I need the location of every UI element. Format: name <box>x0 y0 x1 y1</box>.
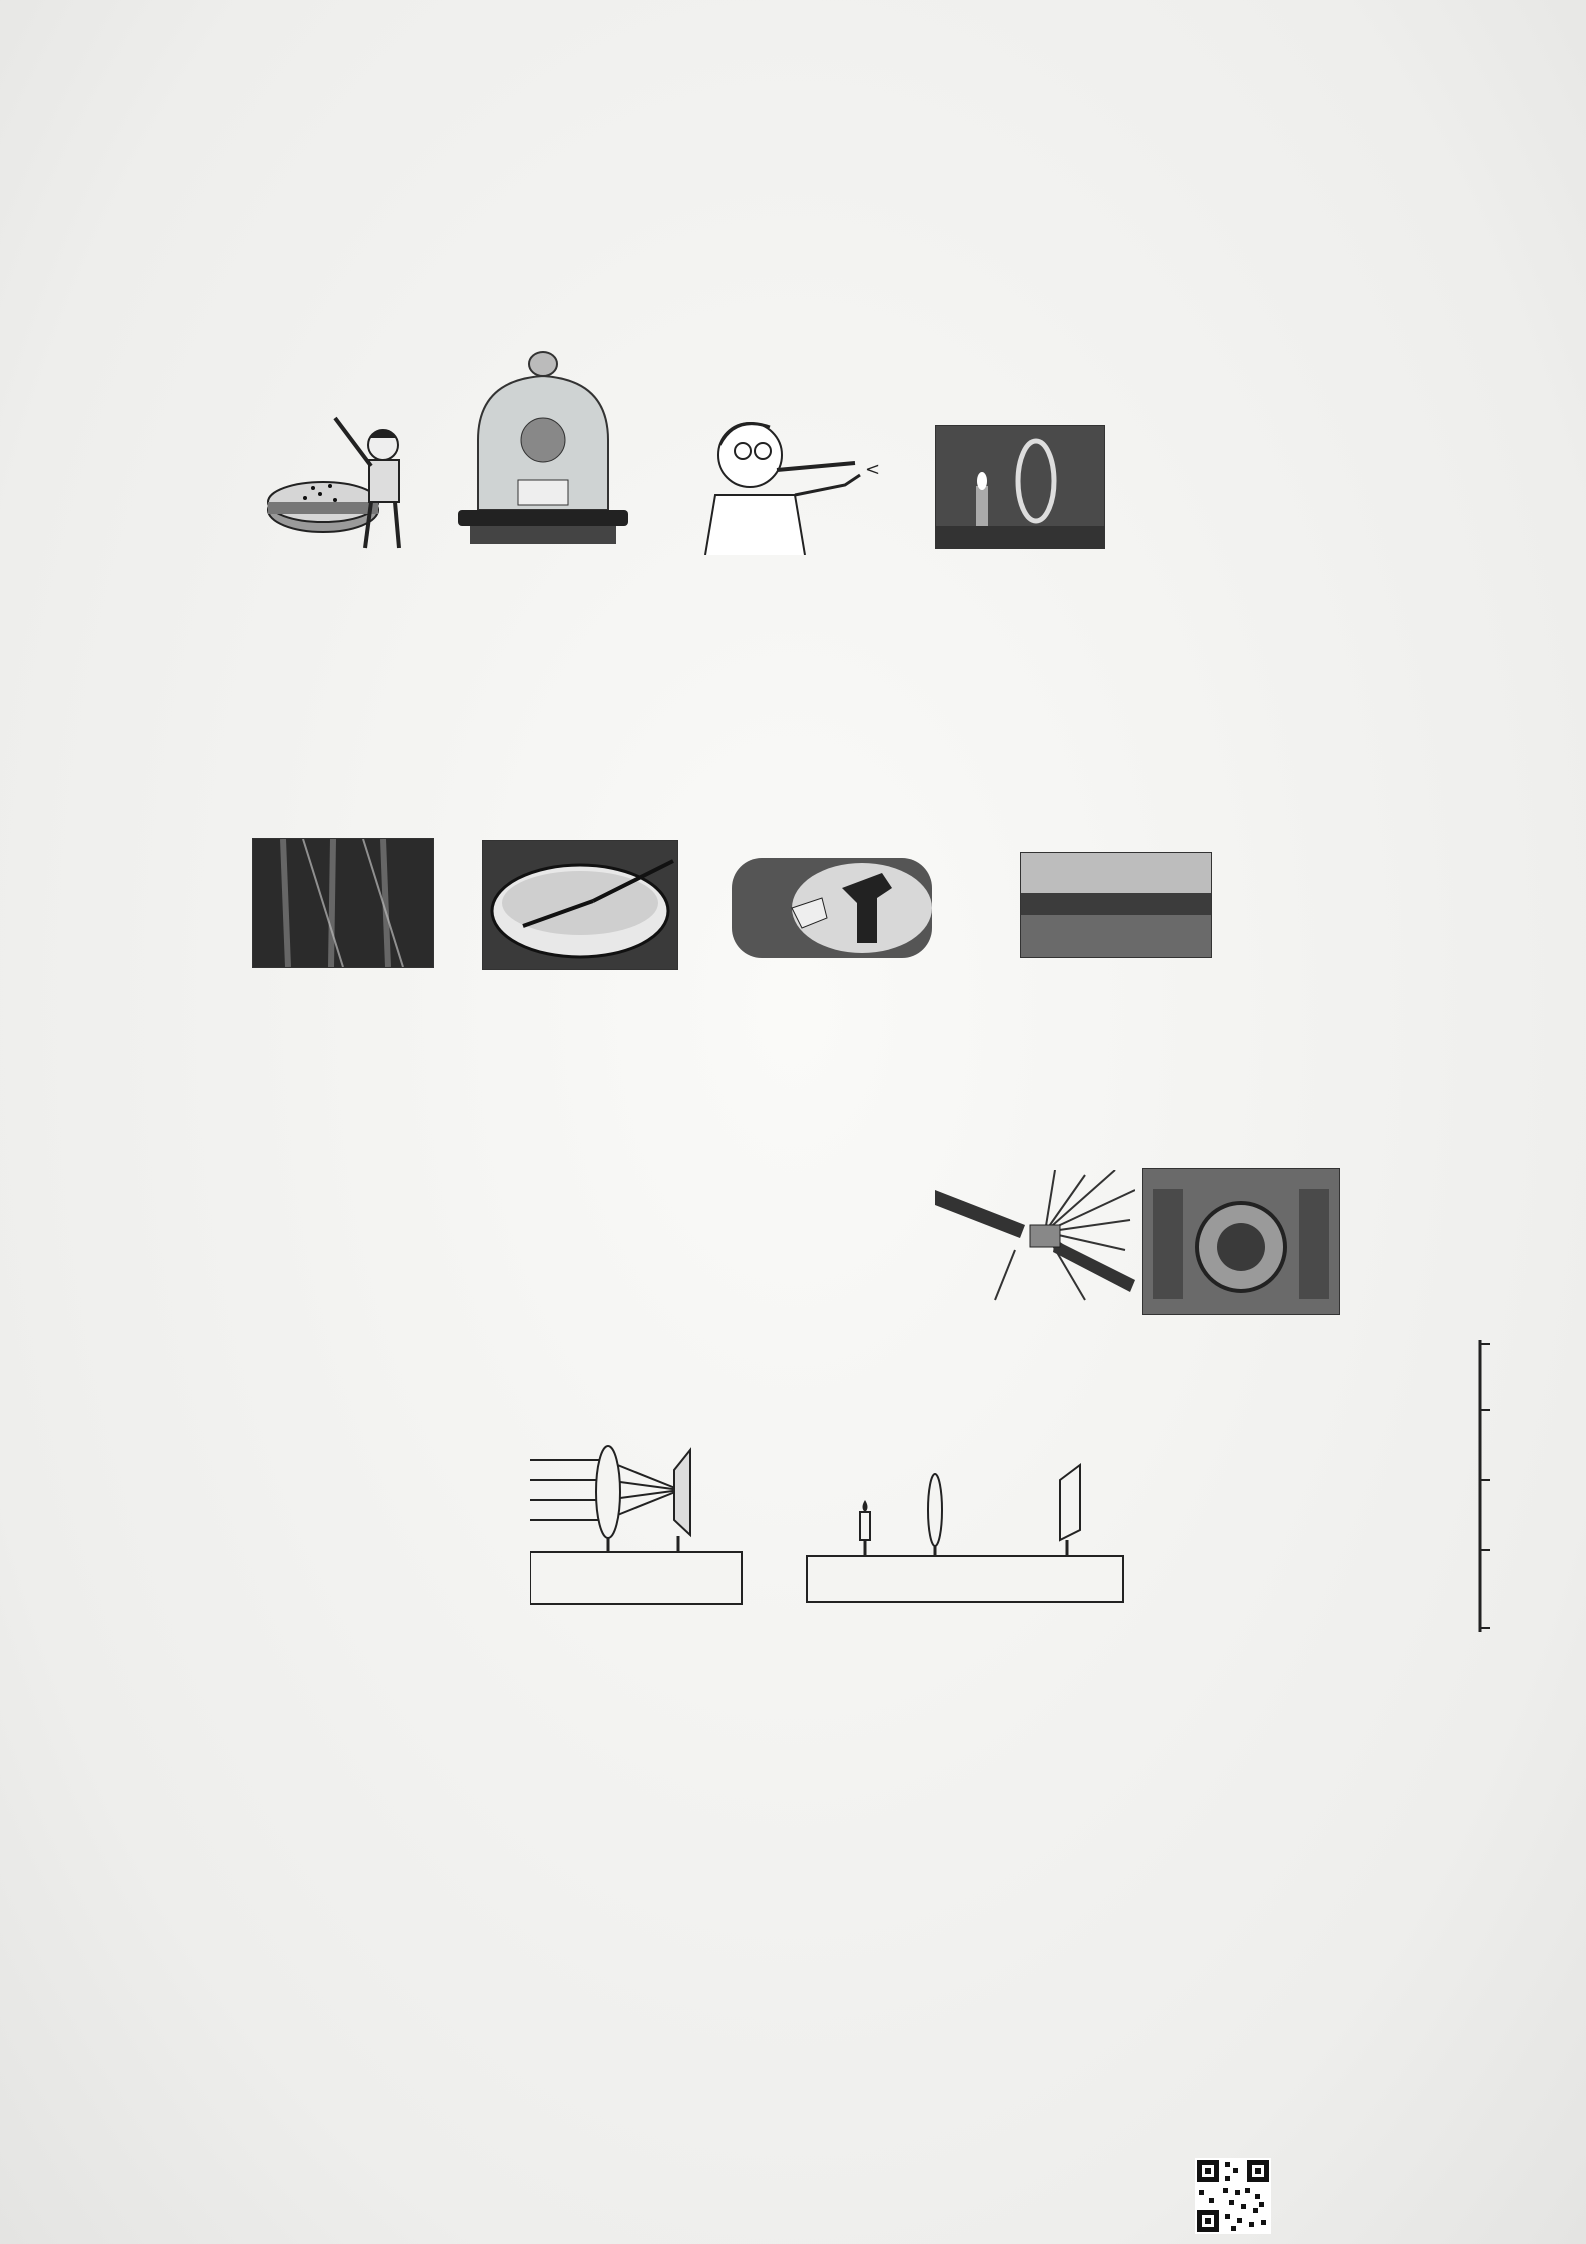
q12-figure-yi-optical-bench <box>805 1460 1125 1610</box>
q9-figure-yi-bell-jar <box>448 350 638 550</box>
q11-figure-yi-small-sun-photo <box>1142 1168 1340 1315</box>
svg-text:<: < <box>865 459 881 480</box>
q11-figure-jia-satellite <box>935 1170 1135 1310</box>
edge-table-fragment <box>1476 1340 1490 1640</box>
q10-photo-tree-shadow <box>252 838 434 968</box>
q10-photo-lake-reflection <box>1020 852 1212 958</box>
qr-code-icon <box>1195 2158 1271 2234</box>
q9-figure-ding-candle-speaker-photo <box>935 425 1105 549</box>
q12-figure-jia-focal-length <box>530 1440 745 1620</box>
q10-photo-chopstick-bowl <box>482 840 678 970</box>
q9-figure-bing-blowing-tube <box>695 415 905 555</box>
q9-figure-jia-drum <box>265 410 425 560</box>
q10-photo-hand-shadow <box>732 858 932 958</box>
